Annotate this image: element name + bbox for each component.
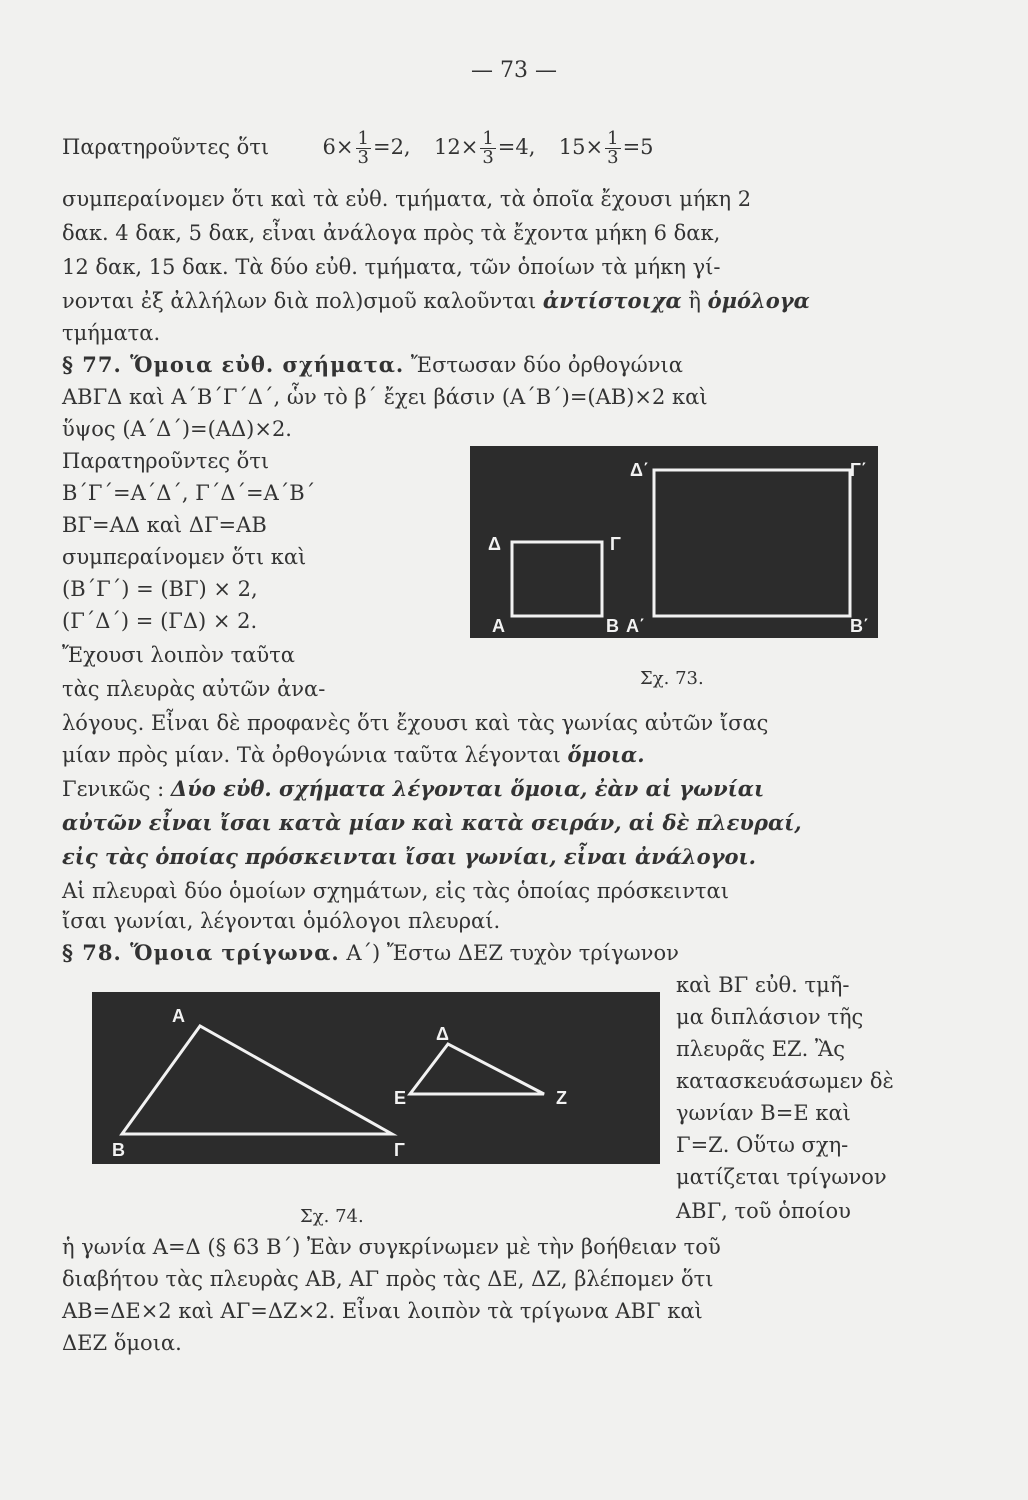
label-delta: Δ <box>436 1024 449 1044</box>
figure-74-caption: Σχ. 74. <box>300 1206 364 1227</box>
text-line: Ἔχουσι λοιπὸν ταῦτα <box>62 643 295 667</box>
text-line: ΔΕΖ ὅμοια. <box>62 1331 182 1355</box>
section-77-heading-line: § 77. Ὅμοια εὐθ. σχήματα. Ἔστωσαν δύο ὀρθογώνια <box>62 352 683 377</box>
text-line: ΑΒΓ, τοῦ ὁποίου <box>676 1199 851 1223</box>
rectangle-abgd-prime <box>654 470 850 616</box>
text-line: 12 δακ, 15 δακ. Τὰ δύο εὐθ. τμήματα, τῶν ὁποίων τὰ μήκη γί- <box>62 255 721 279</box>
text-line: νονται ἐξ ἀλλήλων διὰ πολ)σμοῦ καλοῦνται ἀντίστοιχα ἢ ὁμόλογα <box>62 288 810 313</box>
text-line: συμπεραίνομεν ὅτι καὶ <box>62 545 307 569</box>
text-line: διαβήτου τὰς πλευρὰς ΑΒ, ΑΓ πρὸς τὰς ΔΕ, ΔΖ, βλέπομεν ὅτι <box>62 1267 714 1291</box>
equation-line: Παρατηροῦντες ὅτι 6× $\frac{1}{3}$ =2, 12× $\frac{1}{3}$ =4, 15× $\frac{1}{3}$ =5 <box>62 128 654 168</box>
fraction: $\frac{1}{3}$ <box>357 128 369 168</box>
triangle-abg <box>122 1026 392 1134</box>
text-line: ὕψος (Α΄Δ΄)=(ΑΔ)×2. <box>62 417 292 441</box>
text-line: ΑΒΓΔ καὶ Α΄Β΄Γ΄Δ΄, ὧν τὸ β΄ ἔχει βάσιν (Α΄Β΄)=(ΑΒ)×2 καὶ <box>62 385 708 409</box>
text-line: δακ. 4 δακ, 5 δακ, εἶναι ἀνάλογα πρὸς τὰ ἔχοντα μήκη 6 δακ, <box>62 221 721 245</box>
figure-73 <box>470 446 878 638</box>
text-line: συμπεραίνομεν ὅτι καὶ τὰ εὐθ. τμήματα, τὰ ὁποῖα ἔχουσι μήκη 2 <box>62 187 752 211</box>
text-line: Β΄Γ΄=Α΄Δ΄, Γ΄Δ΄=Α΄Β΄ <box>62 481 316 505</box>
label-alpha: Α <box>492 616 505 636</box>
rectangle-abgd <box>512 542 602 616</box>
label-gamma-prime: Γ΄ <box>850 460 867 480</box>
figure-74 <box>92 992 660 1164</box>
label-beta: Β <box>112 1140 125 1160</box>
text-line: (Γ΄Δ΄) = (ΓΔ) × 2. <box>62 609 258 633</box>
text-line: ΒΓ=ΑΔ καὶ ΔΓ=ΑΒ <box>62 513 267 537</box>
label-gamma: Γ <box>610 534 621 554</box>
definition-line: αὐτῶν εἶναι ἴσαι κατὰ μίαν καὶ κατὰ σειράν, αἱ δὲ πλευραί, <box>62 810 802 835</box>
text-line: λόγους. Εἶναι δὲ προφανὲς ὅτι ἔχουσι καὶ τὰς γωνίας αὐτῶν ἴσας <box>62 711 769 735</box>
text-line: πλευρᾶς ΕΖ. Ἂς <box>676 1037 845 1061</box>
section-heading: § 78. Ὅμοια τρίγωνα. <box>62 940 340 965</box>
triangles-diagram <box>92 992 660 1164</box>
text-line: καὶ ΒΓ εὐθ. τμῆ- <box>676 973 850 997</box>
label-delta: Δ <box>488 534 501 554</box>
section-78-heading-line: § 78. Ὅμοια τρίγωνα. Α΄) Ἔστω ΔΕΖ τυχὸν τρίγωνον <box>62 940 679 965</box>
term-antistoixa: ἀντίστοιχα <box>542 288 682 313</box>
triangle-dez <box>410 1044 544 1094</box>
definition-line: Γενικῶς : Δύο εὐθ. σχήματα λέγονται ὅμοια, ἐὰν αἱ γωνίαι <box>62 776 765 801</box>
label-gamma: Γ <box>394 1140 405 1160</box>
text-line: μίαν πρὸς μίαν. Τὰ ὀρθογώνια ταῦτα λέγονται ὅμοια. <box>62 742 645 767</box>
definition-line: εἰς τὰς ὁποίας πρόσκεινται ἴσαι γωνίαι, εἶναι ἀνάλογοι. <box>62 844 756 869</box>
text-line: τὰς πλευρὰς αὐτῶν ἀνα- <box>62 677 326 701</box>
text-line: ἴσαι γωνίαι, λέγονται ὁμόλογοι πλευραί. <box>62 909 501 933</box>
term-omologa: ὁμόλογα <box>707 288 810 313</box>
label-alpha-prime: Α΄ <box>626 616 645 636</box>
text-line: κατασκευάσωμεν δὲ <box>676 1069 894 1093</box>
figure-73-caption: Σχ. 73. <box>640 668 704 689</box>
fraction: $\frac{1}{3}$ <box>482 128 494 168</box>
rectangles-diagram <box>470 446 878 638</box>
text-line: ΑΒ=ΔΕ×2 καὶ ΑΓ=ΔΖ×2. Εἶναι λοιπὸν τὰ τρίγωνα ΑΒΓ καὶ <box>62 1299 703 1323</box>
text-line: Αἱ πλευραὶ δύο ὁμοίων σχημάτων, εἰς τὰς ὁποίας πρόσκεινται <box>62 879 729 903</box>
section-heading: § 77. Ὅμοια εὐθ. σχήματα. <box>62 352 405 377</box>
text-line: (Β΄Γ΄) = (ΒΓ) × 2, <box>62 577 258 601</box>
term-omoia: ὅμοια. <box>567 742 645 767</box>
text-line: ματίζεται τρίγωνον <box>676 1165 887 1189</box>
text-line: γωνίαν Β=Ε καὶ <box>676 1101 851 1125</box>
text-line: ἡ γωνία Α=Δ (§ 63 Β΄) Ἐὰν συγκρίνωμεν μὲ τὴν βοήθειαν τοῦ <box>62 1235 721 1259</box>
label-delta-prime: Δ΄ <box>630 460 649 480</box>
page-number: — 73 — <box>471 58 557 83</box>
text-line: Γ=Ζ. Οὕτω σχη- <box>676 1133 849 1157</box>
text: Παρατηροῦντες ὅτι <box>62 135 270 159</box>
text-line: Παρατηροῦντες ὅτι <box>62 449 270 473</box>
text-line: μα διπλάσιον τῆς <box>676 1005 864 1029</box>
label-beta: Β <box>606 616 619 636</box>
text-line: τμήματα. <box>62 321 161 345</box>
label-epsilon: Ε <box>394 1088 407 1108</box>
label-beta-prime: Β΄ <box>850 616 869 636</box>
label-zeta: Ζ <box>556 1088 567 1108</box>
definition-text: Δύο εὐθ. σχήματα λέγονται ὅμοια, ἐὰν αἱ γωνίαι <box>170 776 765 801</box>
label-alpha: Α <box>172 1006 185 1026</box>
fraction: $\frac{1}{3}$ <box>607 128 619 168</box>
